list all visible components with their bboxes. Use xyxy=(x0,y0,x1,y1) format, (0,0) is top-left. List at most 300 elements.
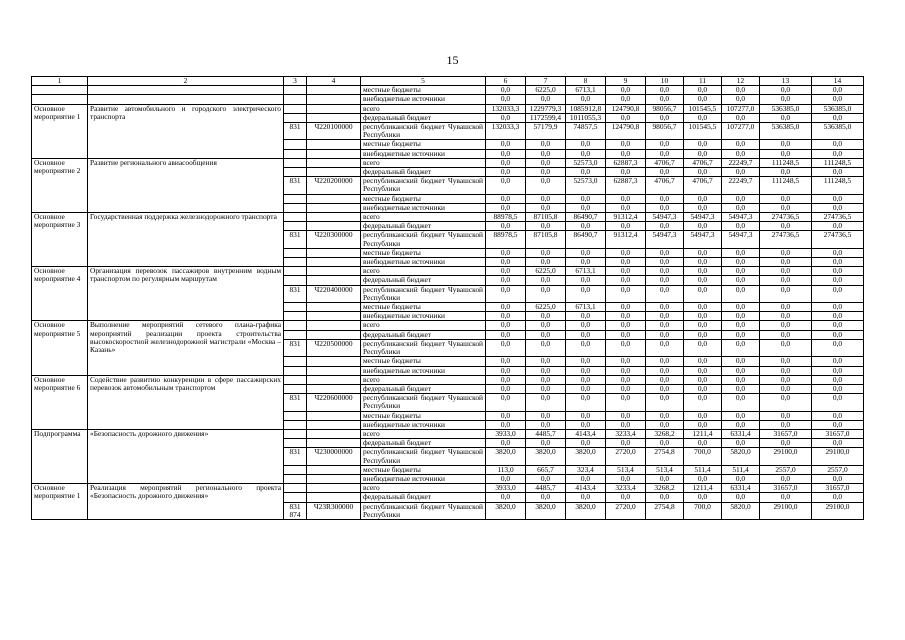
amount-cell: 274736,5 xyxy=(812,213,864,222)
amount-cell: 1229779,3 xyxy=(526,104,566,113)
column-number: 5 xyxy=(361,77,486,86)
amount-cell: 0,0 xyxy=(684,474,722,483)
amount-cell: 0,0 xyxy=(684,222,722,231)
amount-cell: 0,0 xyxy=(486,312,526,321)
amount-cell: 0,0 xyxy=(606,248,646,257)
funding-source: федеральный бюджет xyxy=(361,168,486,177)
table-body xyxy=(32,77,864,520)
grbs-code xyxy=(284,258,307,267)
amount-cell: 0,0 xyxy=(646,394,684,411)
table-row xyxy=(32,267,864,276)
amount-cell: 0,0 xyxy=(526,321,566,330)
funding-source: республиканский бюджет Чувашской Республики xyxy=(361,339,486,356)
amount-cell: 0,0 xyxy=(486,276,526,285)
amount-cell: 0,0 xyxy=(646,140,684,149)
measure-title: Реализация мероприятий регионального проекта «Безопасность дорожного движения» xyxy=(88,484,284,520)
amount-cell: 111248,5 xyxy=(760,177,812,194)
amount-cell: 0,0 xyxy=(606,285,646,302)
amount-cell: 22249,7 xyxy=(722,158,760,167)
amount-cell: 0,0 xyxy=(760,312,812,321)
amount-cell: 665,7 xyxy=(526,465,566,474)
amount-cell: 511,4 xyxy=(684,465,722,474)
table-row xyxy=(32,321,864,330)
amount-cell: 0,0 xyxy=(646,194,684,203)
amount-cell: 0,0 xyxy=(526,420,566,429)
amount-cell: 0,0 xyxy=(606,411,646,420)
amount-cell: 0,0 xyxy=(684,276,722,285)
amount-cell: 0,0 xyxy=(722,375,760,384)
grbs-code xyxy=(284,158,307,167)
grbs-code: 831 xyxy=(284,177,307,194)
amount-cell: 88978,5 xyxy=(486,231,526,248)
amount-cell: 54947,3 xyxy=(722,231,760,248)
target-code xyxy=(307,411,361,420)
amount-cell: 124790,8 xyxy=(606,123,646,140)
amount-cell: 0,0 xyxy=(812,149,864,158)
amount-cell: 0,0 xyxy=(646,258,684,267)
amount-cell: 0,0 xyxy=(526,276,566,285)
amount-cell: 0,0 xyxy=(486,394,526,411)
amount-cell: 0,0 xyxy=(722,86,760,95)
grbs-code xyxy=(284,465,307,474)
amount-cell: 0,0 xyxy=(812,303,864,312)
grbs-code: 831 xyxy=(284,123,307,140)
amount-cell: 0,0 xyxy=(566,384,606,393)
amount-cell: 0,0 xyxy=(566,312,606,321)
amount-cell: 0,0 xyxy=(722,312,760,321)
amount-cell: 0,0 xyxy=(646,493,684,502)
amount-cell: 0,0 xyxy=(760,86,812,95)
grbs-code xyxy=(284,375,307,384)
amount-cell: 0,0 xyxy=(566,149,606,158)
amount-cell: 0,0 xyxy=(684,321,722,330)
grbs-code xyxy=(284,267,307,276)
column-number: 9 xyxy=(606,77,646,86)
grbs-code xyxy=(284,429,307,438)
funding-source: местные бюджеты xyxy=(361,194,486,203)
amount-cell: 0,0 xyxy=(760,285,812,302)
column-number: 2 xyxy=(88,77,284,86)
table-row xyxy=(32,484,864,493)
amount-cell: 29100,0 xyxy=(812,448,864,465)
amount-cell: 0,0 xyxy=(812,330,864,339)
amount-cell: 0,0 xyxy=(526,248,566,257)
amount-cell: 0,0 xyxy=(684,366,722,375)
column-number-row xyxy=(32,77,864,86)
amount-cell: 0,0 xyxy=(566,203,606,212)
amount-cell: 0,0 xyxy=(684,493,722,502)
amount-cell: 0,0 xyxy=(760,267,812,276)
amount-cell: 0,0 xyxy=(566,330,606,339)
amount-cell: 0,0 xyxy=(646,384,684,393)
amount-cell: 0,0 xyxy=(486,321,526,330)
target-code xyxy=(307,168,361,177)
grbs-code: 831 874 xyxy=(284,502,307,519)
amount-cell: 0,0 xyxy=(646,330,684,339)
amount-cell: 0,0 xyxy=(646,203,684,212)
amount-cell: 88978,5 xyxy=(486,213,526,222)
amount-cell: 0,0 xyxy=(722,113,760,122)
amount-cell: 0,0 xyxy=(760,411,812,420)
amount-cell: 31657,0 xyxy=(760,429,812,438)
amount-cell: 0,0 xyxy=(566,493,606,502)
amount-cell: 0,0 xyxy=(722,493,760,502)
amount-cell: 0,0 xyxy=(526,312,566,321)
amount-cell: 0,0 xyxy=(684,384,722,393)
amount-cell: 0,0 xyxy=(722,411,760,420)
amount-cell: 4706,7 xyxy=(684,177,722,194)
amount-cell: 0,0 xyxy=(722,420,760,429)
amount-cell: 0,0 xyxy=(646,321,684,330)
amount-cell: 0,0 xyxy=(812,276,864,285)
amount-cell: 0,0 xyxy=(812,474,864,483)
target-code xyxy=(307,303,361,312)
target-code xyxy=(307,86,361,95)
amount-cell: 0,0 xyxy=(606,95,646,104)
amount-cell: 0,0 xyxy=(812,222,864,231)
amount-cell: 511,4 xyxy=(722,465,760,474)
amount-cell: 2754,8 xyxy=(646,502,684,519)
amount-cell: 0,0 xyxy=(646,357,684,366)
amount-cell: 132033,3 xyxy=(486,123,526,140)
amount-cell: 0,0 xyxy=(646,303,684,312)
amount-cell: 0,0 xyxy=(684,258,722,267)
funding-source: республиканский бюджет Чувашской Республики xyxy=(361,448,486,465)
amount-cell: 0,0 xyxy=(684,303,722,312)
amount-cell: 0,0 xyxy=(486,420,526,429)
table-row xyxy=(32,86,864,95)
amount-cell: 0,0 xyxy=(606,420,646,429)
table-row xyxy=(32,158,864,167)
target-code xyxy=(307,113,361,122)
amount-cell: 0,0 xyxy=(760,95,812,104)
amount-cell: 0,0 xyxy=(526,194,566,203)
amount-cell: 0,0 xyxy=(486,95,526,104)
funding-source: республиканский бюджет Чувашской Республики xyxy=(361,177,486,194)
column-number: 4 xyxy=(307,77,361,86)
amount-cell: 22249,7 xyxy=(722,177,760,194)
amount-cell: 0,0 xyxy=(486,222,526,231)
amount-cell: 86490,7 xyxy=(566,231,606,248)
amount-cell: 0,0 xyxy=(812,86,864,95)
amount-cell: 0,0 xyxy=(606,303,646,312)
amount-cell: 0,0 xyxy=(606,474,646,483)
amount-cell: 0,0 xyxy=(566,474,606,483)
amount-cell: 4706,7 xyxy=(646,177,684,194)
amount-cell: 0,0 xyxy=(646,375,684,384)
funding-source: федеральный бюджет xyxy=(361,222,486,231)
measure-kind: Основное мероприятие 6 xyxy=(32,375,88,429)
grbs-code xyxy=(284,303,307,312)
target-code xyxy=(307,258,361,267)
amount-cell: 0,0 xyxy=(646,149,684,158)
amount-cell: 0,0 xyxy=(760,140,812,149)
amount-cell: 0,0 xyxy=(566,339,606,356)
grbs-code xyxy=(284,474,307,483)
amount-cell: 323,4 xyxy=(566,465,606,474)
grbs-code xyxy=(284,357,307,366)
amount-cell: 0,0 xyxy=(646,474,684,483)
amount-cell: 513,4 xyxy=(646,465,684,474)
amount-cell: 0,0 xyxy=(486,411,526,420)
amount-cell: 0,0 xyxy=(722,149,760,158)
amount-cell: 0,0 xyxy=(526,394,566,411)
column-number: 14 xyxy=(812,77,864,86)
amount-cell: 0,0 xyxy=(486,158,526,167)
amount-cell: 4485,7 xyxy=(526,484,566,493)
grbs-code: 831 xyxy=(284,285,307,302)
amount-cell: 111248,5 xyxy=(812,158,864,167)
amount-cell: 0,0 xyxy=(760,321,812,330)
amount-cell: 0,0 xyxy=(486,375,526,384)
target-code: Ч220300000 xyxy=(307,231,361,248)
grbs-code xyxy=(284,439,307,448)
amount-cell: 0,0 xyxy=(526,149,566,158)
amount-cell: 0,0 xyxy=(646,86,684,95)
amount-cell: 1085912,8 xyxy=(566,104,606,113)
funding-source: местные бюджеты xyxy=(361,248,486,257)
measure-title: Выполнение мероприятий сетевого плана-графика мероприятий реализации проекта строительства высокоскоростной железнодорожной магистрали «Москва – Казань» xyxy=(88,321,284,375)
grbs-code xyxy=(284,149,307,158)
amount-cell: 107277,0 xyxy=(722,104,760,113)
grbs-code xyxy=(284,366,307,375)
amount-cell: 0,0 xyxy=(486,474,526,483)
funding-source: федеральный бюджет xyxy=(361,384,486,393)
table-row xyxy=(32,104,864,113)
grbs-code xyxy=(284,420,307,429)
amount-cell: 57179,9 xyxy=(526,123,566,140)
funding-source: федеральный бюджет xyxy=(361,113,486,122)
amount-cell: 0,0 xyxy=(760,339,812,356)
amount-cell: 0,0 xyxy=(722,474,760,483)
amount-cell: 0,0 xyxy=(486,177,526,194)
amount-cell: 0,0 xyxy=(606,149,646,158)
amount-cell: 0,0 xyxy=(486,285,526,302)
target-code xyxy=(307,213,361,222)
funding-source: всего xyxy=(361,213,486,222)
funding-source: федеральный бюджет xyxy=(361,439,486,448)
amount-cell: 2557,0 xyxy=(760,465,812,474)
amount-cell: 0,0 xyxy=(812,203,864,212)
amount-cell: 0,0 xyxy=(684,420,722,429)
amount-cell: 0,0 xyxy=(684,285,722,302)
amount-cell: 0,0 xyxy=(812,194,864,203)
grbs-code xyxy=(284,140,307,149)
column-number: 12 xyxy=(722,77,760,86)
column-number: 3 xyxy=(284,77,307,86)
amount-cell: 6331,4 xyxy=(722,429,760,438)
amount-cell: 6713,1 xyxy=(566,267,606,276)
amount-cell: 0,0 xyxy=(566,394,606,411)
amount-cell: 0,0 xyxy=(684,86,722,95)
target-code xyxy=(307,420,361,429)
amount-cell: 0,0 xyxy=(566,276,606,285)
amount-cell: 0,0 xyxy=(486,248,526,257)
grbs-code xyxy=(284,104,307,113)
amount-cell: 3820,0 xyxy=(566,448,606,465)
amount-cell: 0,0 xyxy=(812,493,864,502)
amount-cell: 0,0 xyxy=(812,439,864,448)
amount-cell: 0,0 xyxy=(722,222,760,231)
amount-cell: 3268,2 xyxy=(646,429,684,438)
amount-cell: 0,0 xyxy=(722,394,760,411)
amount-cell: 0,0 xyxy=(486,493,526,502)
amount-cell: 54947,3 xyxy=(646,231,684,248)
amount-cell: 6225,0 xyxy=(526,303,566,312)
funding-source: всего xyxy=(361,484,486,493)
amount-cell: 0,0 xyxy=(812,375,864,384)
amount-cell: 4706,7 xyxy=(684,158,722,167)
amount-cell: 111248,5 xyxy=(812,177,864,194)
amount-cell: 0,0 xyxy=(760,474,812,483)
amount-cell: 0,0 xyxy=(526,168,566,177)
target-code xyxy=(307,312,361,321)
amount-cell: 0,0 xyxy=(566,366,606,375)
amount-cell: 0,0 xyxy=(526,375,566,384)
budget-table xyxy=(31,76,864,520)
amount-cell: 0,0 xyxy=(606,113,646,122)
amount-cell: 0,0 xyxy=(684,312,722,321)
amount-cell: 3820,0 xyxy=(526,448,566,465)
funding-source: внебюджетные источники xyxy=(361,203,486,212)
grbs-code xyxy=(284,222,307,231)
target-code xyxy=(307,366,361,375)
amount-cell: 0,0 xyxy=(606,276,646,285)
amount-cell: 31657,0 xyxy=(812,429,864,438)
funding-source: внебюджетные источники xyxy=(361,420,486,429)
grbs-code xyxy=(284,95,307,104)
target-code xyxy=(307,330,361,339)
measure-kind: Основное мероприятие 2 xyxy=(32,158,88,212)
grbs-code: 831 xyxy=(284,231,307,248)
funding-source: всего xyxy=(361,104,486,113)
funding-source: республиканский бюджет Чувашской Республики xyxy=(361,285,486,302)
amount-cell: 0,0 xyxy=(760,493,812,502)
amount-cell: 0,0 xyxy=(566,321,606,330)
amount-cell: 0,0 xyxy=(646,420,684,429)
amount-cell: 0,0 xyxy=(812,267,864,276)
amount-cell: 101545,5 xyxy=(684,123,722,140)
empty-cell xyxy=(32,95,88,104)
amount-cell: 0,0 xyxy=(684,330,722,339)
amount-cell: 0,0 xyxy=(486,258,526,267)
table-row xyxy=(32,213,864,222)
funding-source: федеральный бюджет xyxy=(361,330,486,339)
amount-cell: 0,0 xyxy=(812,411,864,420)
target-code xyxy=(307,104,361,113)
amount-cell: 0,0 xyxy=(606,312,646,321)
amount-cell: 3820,0 xyxy=(486,502,526,519)
empty-cell xyxy=(88,95,284,104)
amount-cell: 52573,0 xyxy=(566,177,606,194)
amount-cell: 2720,0 xyxy=(606,502,646,519)
funding-source: местные бюджеты xyxy=(361,411,486,420)
amount-cell: 0,0 xyxy=(566,222,606,231)
amount-cell: 0,0 xyxy=(606,203,646,212)
amount-cell: 0,0 xyxy=(760,366,812,375)
amount-cell: 0,0 xyxy=(722,258,760,267)
amount-cell: 0,0 xyxy=(722,339,760,356)
grbs-code xyxy=(284,321,307,330)
target-code xyxy=(307,158,361,167)
amount-cell: 0,0 xyxy=(646,113,684,122)
amount-cell: 3233,4 xyxy=(606,429,646,438)
grbs-code xyxy=(284,113,307,122)
funding-source: местные бюджеты xyxy=(361,465,486,474)
target-code xyxy=(307,194,361,203)
amount-cell: 0,0 xyxy=(760,222,812,231)
amount-cell: 6225,0 xyxy=(526,267,566,276)
amount-cell: 0,0 xyxy=(526,366,566,375)
funding-source: всего xyxy=(361,429,486,438)
funding-source: внебюджетные источники xyxy=(361,258,486,267)
amount-cell: 0,0 xyxy=(812,168,864,177)
amount-cell: 700,0 xyxy=(684,448,722,465)
amount-cell: 0,0 xyxy=(526,177,566,194)
amount-cell: 54947,3 xyxy=(684,231,722,248)
amount-cell: 0,0 xyxy=(684,194,722,203)
amount-cell: 0,0 xyxy=(722,285,760,302)
amount-cell: 1211,4 xyxy=(684,429,722,438)
amount-cell: 0,0 xyxy=(486,439,526,448)
amount-cell: 0,0 xyxy=(684,149,722,158)
amount-cell: 107277,0 xyxy=(722,123,760,140)
target-code xyxy=(307,357,361,366)
amount-cell: 0,0 xyxy=(566,194,606,203)
amount-cell: 0,0 xyxy=(684,140,722,149)
target-code xyxy=(307,149,361,158)
amount-cell: 0,0 xyxy=(684,267,722,276)
amount-cell: 0,0 xyxy=(812,384,864,393)
amount-cell: 0,0 xyxy=(684,168,722,177)
amount-cell: 0,0 xyxy=(566,357,606,366)
amount-cell: 29100,0 xyxy=(812,502,864,519)
amount-cell: 62887,3 xyxy=(606,177,646,194)
amount-cell: 0,0 xyxy=(566,95,606,104)
amount-cell: 1011055,3 xyxy=(566,113,606,122)
empty-cell xyxy=(88,86,284,95)
amount-cell: 536385,0 xyxy=(760,104,812,113)
amount-cell: 0,0 xyxy=(646,276,684,285)
target-code xyxy=(307,95,361,104)
measure-kind: Основное мероприятие 1 xyxy=(32,104,88,158)
amount-cell: 86490,7 xyxy=(566,213,606,222)
amount-cell: 0,0 xyxy=(566,285,606,302)
amount-cell: 0,0 xyxy=(486,357,526,366)
grbs-code xyxy=(284,276,307,285)
amount-cell: 0,0 xyxy=(722,321,760,330)
amount-cell: 0,0 xyxy=(684,339,722,356)
measure-kind: Основное мероприятие 1 xyxy=(32,484,88,520)
amount-cell: 0,0 xyxy=(486,140,526,149)
funding-source: местные бюджеты xyxy=(361,140,486,149)
amount-cell: 0,0 xyxy=(606,194,646,203)
amount-cell: 0,0 xyxy=(812,248,864,257)
amount-cell: 0,0 xyxy=(566,411,606,420)
amount-cell: 0,0 xyxy=(526,439,566,448)
amount-cell: 101545,5 xyxy=(684,104,722,113)
column-number: 6 xyxy=(486,77,526,86)
amount-cell: 91312,4 xyxy=(606,213,646,222)
funding-source: местные бюджеты xyxy=(361,357,486,366)
target-code xyxy=(307,321,361,330)
amount-cell: 536385,0 xyxy=(812,104,864,113)
amount-cell: 0,0 xyxy=(760,439,812,448)
amount-cell: 1211,4 xyxy=(684,484,722,493)
amount-cell: 0,0 xyxy=(812,394,864,411)
grbs-code xyxy=(284,86,307,95)
amount-cell: 1172599,4 xyxy=(526,113,566,122)
